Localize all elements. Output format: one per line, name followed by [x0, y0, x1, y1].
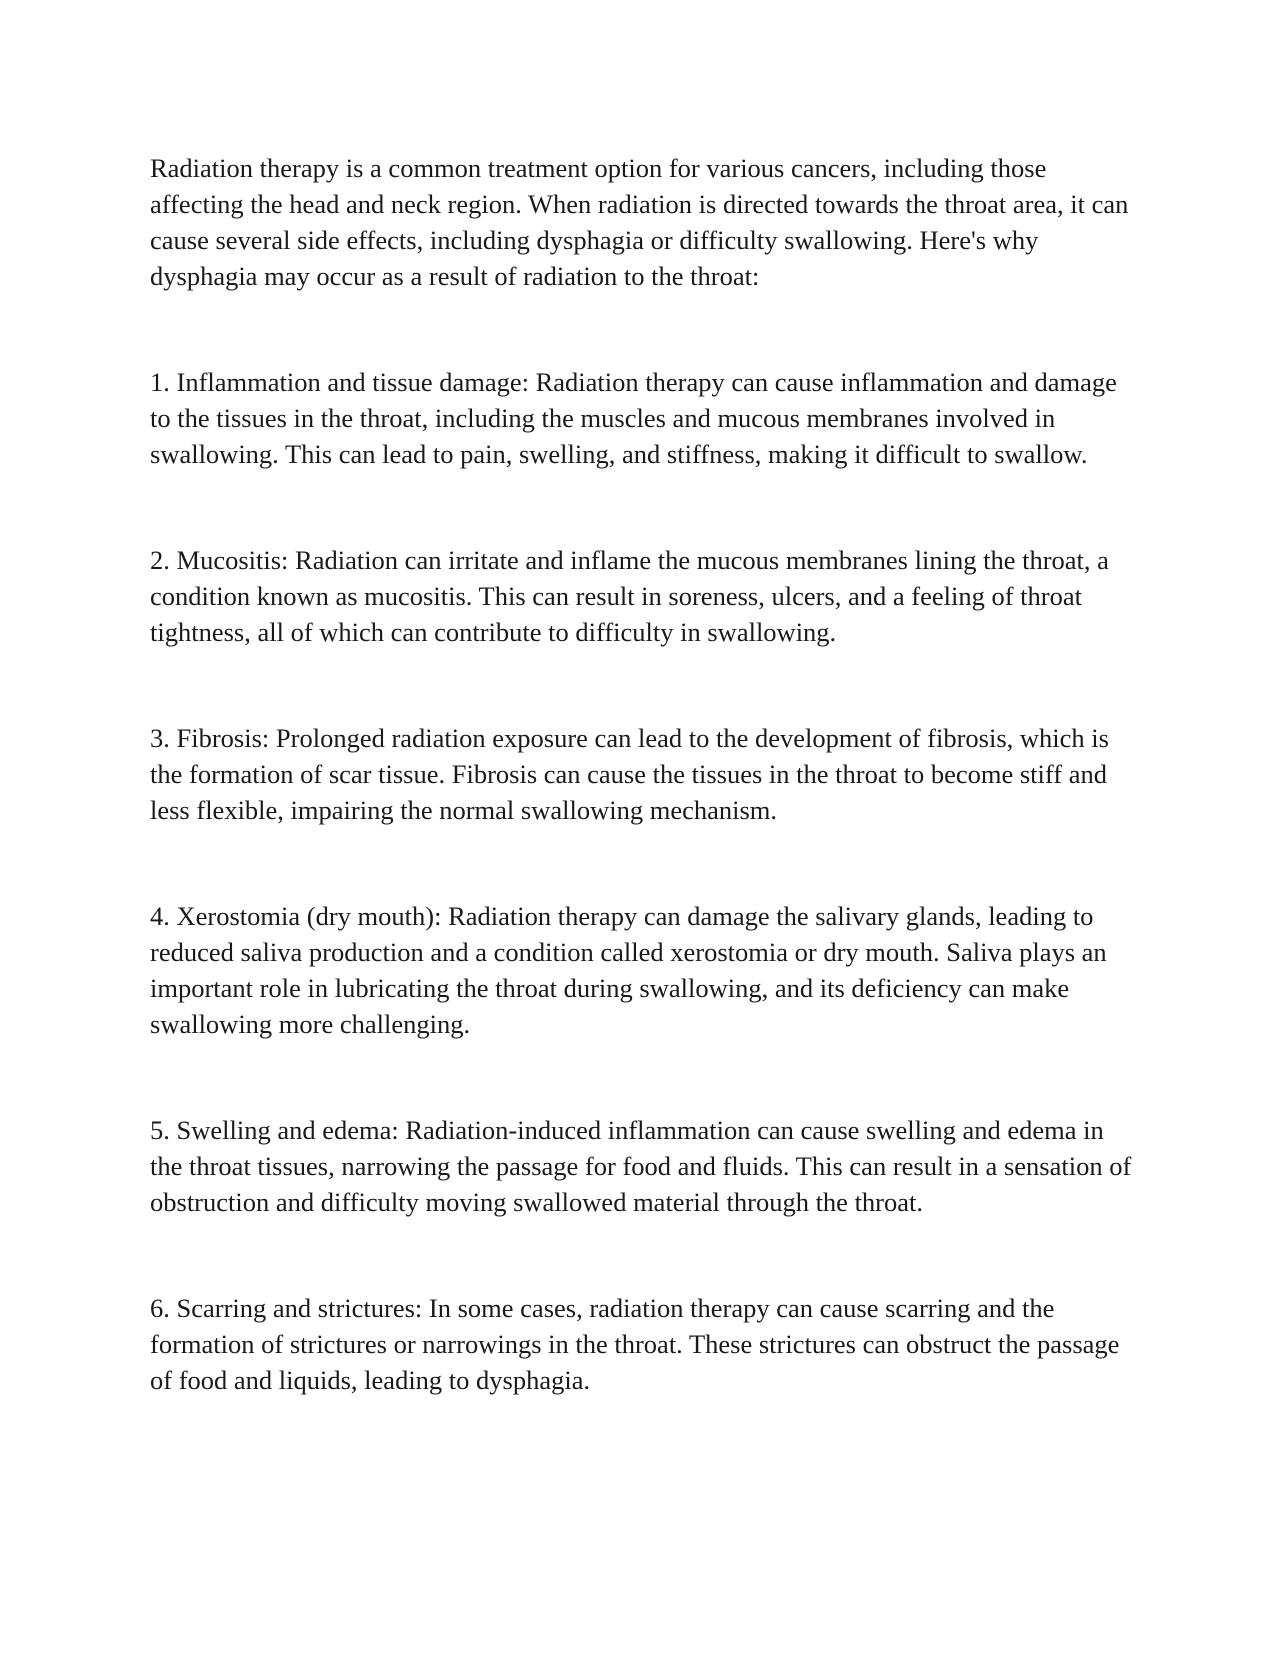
document-body — [150, 150, 1140, 1468]
point-swelling-paragraph: 5. Swelling and edema: Radiation-induced inflammation can cause swelling and edema in the throat tissues, narrowing the passage for food and fluids. This can result in a sensation of obstruction and difficulty moving swallowed material through the throat. — [150, 1115, 1132, 1217]
point-xerostomia-paragraph: 4. Xerostomia (dry mouth): Radiation therapy can damage the salivary glands, leading to reduced saliva production and a condition called xerostomia or dry mouth. Saliva plays an important role in lubricating the throat during swallowing, and its deficiency can make swallowing more challenging. — [150, 901, 1107, 1039]
intro-paragraph: Radiation therapy is a common treatment option for various cancers, including those affecting the head and neck region. When radiation is directed towards the throat area, it can cause several side effects, including dysphagia or difficulty swallowing. Here's why dysphagia may occur as a result of radiation to the throat: — [150, 153, 1129, 291]
point-mucositis-paragraph: 2. Mucositis: Radiation can irritate and inflame the mucous membranes lining the throat, a condition known as mucositis. This can result in soreness, ulcers, and a feeling of throat tightness, all of which can contribute to difficulty in swallowing. — [150, 545, 1109, 647]
point-scarring-paragraph: 6. Scarring and strictures: In some cases, radiation therapy can cause scarring and the formation of strictures or narrowings in the throat. These strictures can obstruct the passage of food and liquids, leading to dysphagia. — [150, 1293, 1120, 1395]
point-fibrosis-paragraph: 3. Fibrosis: Prolonged radiation exposure can lead to the development of fibrosis, which is the formation of scar tissue. Fibrosis can cause the tissues in the throat to become stiff and less flexible, impairing the normal swallowing mechanism. — [150, 723, 1109, 825]
point-inflammation-paragraph: 1. Inflammation and tissue damage: Radiation therapy can cause inflammation and damage to the tissues in the throat, including the muscles and mucous membranes involved in swallowing. This can lead to pain, swelling, and stiffness, making it difficult to swallow. — [150, 367, 1117, 469]
